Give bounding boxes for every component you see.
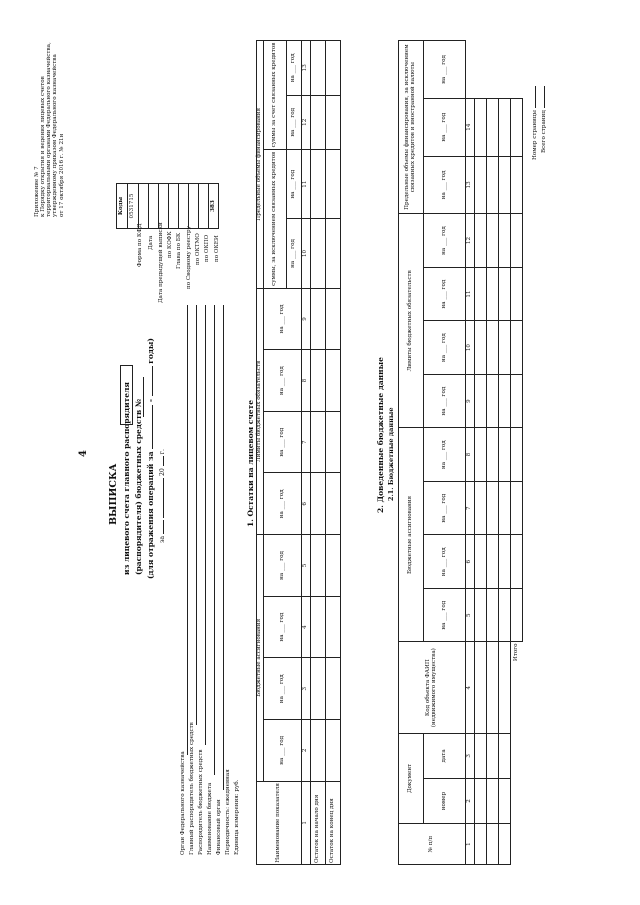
section2-title: 2. Доведенные бюджетные данные [376,357,385,513]
field-budget-name: Наименование бюджета [207,782,213,855]
s1-na-god: на ___ год [263,535,301,597]
s1-na-god: на ___ год [263,411,301,473]
appendix-note [34,42,65,217]
s1-na-god: на ___ год [263,350,301,412]
footer-total-pages-label: Всего страниц [541,110,547,153]
date-za: за [159,535,166,543]
s1-col-num: 10 [302,219,311,288]
s2-grp-fin: Предельные объемы финансирования, за исключением связанных кредитов и иностранной валюты [399,41,424,214]
date-label: Дата [148,235,154,250]
title-years-text: годы) [146,338,155,364]
s2-col-data: дата [424,733,466,778]
s2-grp-limits: Лимиты бюджетных обязательств [399,214,424,428]
section2-table [398,40,523,865]
field-line [223,305,224,790]
prev-date-label: Дата предыдущей выписки [158,222,164,303]
section1-table [256,40,341,865]
glava-label: Глава по БК [176,232,182,269]
s2-num: 6 [466,535,475,589]
s2-na-god: на ___ год [424,481,466,535]
footer-page-num-label: Номер страницы [532,110,538,160]
field-line [196,305,197,725]
form-title: ВЫПИСКА [108,463,119,525]
account-number-box [120,365,133,425]
appendix-line: к Порядку открытия и ведения лицевых счетов [40,76,47,217]
footer-total-pages [541,86,547,153]
appendix-line: Приложение № 7 [34,166,40,217]
okei-value: 383 [209,184,219,229]
s1-na-god: на ___ год [263,596,301,658]
field-main-manager: Главный распорядитель бюджетных средств [189,722,195,855]
field-line [205,305,206,745]
field-fk-organ: Орган Федерального казначейства [180,751,186,855]
s2-na-god: на ___ год [424,374,466,428]
oktmo-value [189,184,199,229]
field-fin-organ: Финансовый орган [216,799,222,855]
s2-num: 11 [466,267,475,321]
s1-na-god: на ___ год [287,41,302,96]
s1-col-num: 1 [302,781,311,864]
s1-na-god: на ___ год [263,288,301,350]
s2-num: 2 [466,778,475,823]
s2-na-god: на ___ год [424,588,466,642]
s2-num: 12 [466,214,475,268]
appendix-line: утвержденному приказом Федерального казначейства [52,54,59,217]
section2-subtitle: 2.1. Бюджетные данные [387,407,395,501]
kofk-label: по КОФК [167,231,173,258]
okud-label: Форма по КФД [137,223,143,267]
s1-col-num: 11 [302,150,311,219]
s2-num: 9 [466,374,475,428]
s1-col-num: 13 [302,41,311,96]
page-number: 4 [78,450,89,457]
field-periodicity: Периодичность: ежедневная [225,769,231,855]
s2-num: 14 [466,98,475,156]
glava-value [169,184,179,229]
title-line-2-text: из лицевого счета главного распорядителя [122,382,131,575]
okpo-label: по ОКПО [204,234,210,262]
s2-col-code: Код объекта ФАИП (недвижимого имущества) [399,642,466,733]
s2-total-label: Итого [511,642,523,865]
s2-na-god: на ___ год [424,98,466,156]
s1-col-num: 8 [302,350,311,412]
s1-col-name: Наименование показателя [257,781,302,864]
footer-page-num [532,86,538,160]
field-manager: Распорядитель бюджетных средств [198,749,204,855]
reestr-value [179,184,189,229]
s2-num: 8 [466,428,475,482]
s1-grp-limits: Лимиты бюджетных обязательств [257,288,264,535]
s1-na-god: на ___ год [287,219,302,288]
s2-num: 13 [466,156,475,214]
appendix-line: от 17 октября 2016 г. № 21н [58,133,65,217]
s1-col-num: 5 [302,535,311,597]
date-g: г. [159,448,166,455]
s2-num: 7 [466,481,475,535]
date-value [139,184,149,229]
s1-sub-linked: суммы за счет связанных кредитов [263,41,286,150]
s2-num: 4 [466,642,475,733]
title-line-4: (для отражения операций за - годы) [146,338,155,579]
s2-na-god: на ___ год [424,321,466,375]
oktmo-label: по ОКТМО [195,233,201,265]
s1-col-num: 12 [302,95,311,149]
codes-table [116,183,219,229]
s1-col-num: 3 [302,658,311,720]
okei-label: по ОКЕИ [214,235,220,262]
s1-na-god: на ___ год [263,658,301,720]
field-unit: Единица измерения: руб. [234,779,240,855]
section1-title: 1. Остатки на лицевом счете [246,400,255,527]
s1-sub-no-linked: суммы, за исключением связанных кредитов [263,150,286,289]
s2-col-doc: Документ [399,733,424,823]
s1-col-num: 4 [302,596,311,658]
s1-grp-assign: Бюджетные ассигнования [257,535,264,782]
codes-header: Коды [117,184,128,229]
field-line [187,305,188,755]
s2-num: 5 [466,588,475,642]
s1-row-start: Остаток на начало дня [311,781,326,864]
s1-col-num: 6 [302,473,311,535]
s2-na-god: на ___ год [424,428,466,482]
s2-num: 10 [466,321,475,375]
s2-num: 3 [466,733,475,778]
s1-row-end: Остаток на конец дня [326,781,341,864]
s1-grp-fin: Предельные объемы финансирования [257,41,264,289]
s1-na-god: на ___ год [263,473,301,535]
s2-na-god: на ___ год [424,267,466,321]
appendix-line: территориальными органами Федерального казначейства, [46,42,53,217]
s2-col-num: № п/п [399,824,466,865]
s2-col-nomer: номер [424,778,466,823]
date-20: 20 [159,468,166,477]
s2-na-god: на ___ год [424,41,466,99]
s1-na-god: на ___ год [287,95,302,149]
s2-grp-assign: Бюджетные ассигнования [399,428,424,642]
reestr-label: по Сводному реестру [186,226,192,289]
s2-na-god: на ___ год [424,535,466,589]
s1-na-god: на ___ год [287,150,302,219]
s1-col-num: 7 [302,411,311,473]
okpo-value [199,184,209,229]
okud-value: 0531715 [128,184,139,229]
s2-na-god: на ___ год [424,214,466,268]
s1-na-god: на ___ год [263,719,301,781]
s2-num: 1 [466,824,475,865]
s1-col-num: 9 [302,288,311,350]
prev-date-value [149,184,159,229]
title-line-3: (распорядителя) бюджетных средств № [134,398,143,575]
s1-col-num: 2 [302,719,311,781]
field-line [214,305,215,775]
number-underline [143,377,144,417]
s2-na-god: на ___ год [424,156,466,214]
date-line [160,449,167,543]
title-period-text: (для отражения операций за [146,451,155,579]
